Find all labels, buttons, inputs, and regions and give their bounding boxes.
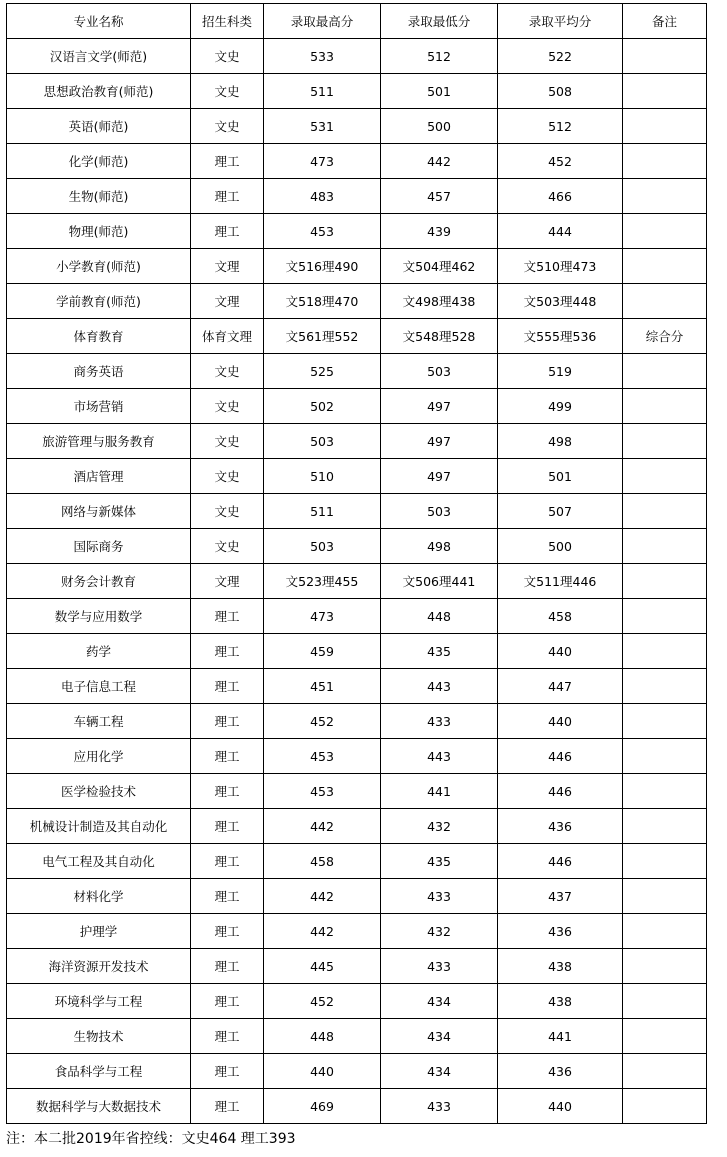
table-row <box>7 564 707 599</box>
cell-category: 文理 <box>191 564 264 599</box>
cell-max-score: 文516理490 <box>264 249 381 284</box>
cell-max-score: 473 <box>264 144 381 179</box>
cell-max-score: 525 <box>264 354 381 389</box>
cell-category: 文理 <box>191 284 264 319</box>
cell-category: 文史 <box>191 354 264 389</box>
cell-remarks <box>623 214 707 249</box>
cell-major-name: 生物技术 <box>7 1019 191 1054</box>
cell-min-score: 文504理462 <box>381 249 498 284</box>
cell-remarks <box>623 564 707 599</box>
cell-remarks <box>623 109 707 144</box>
table-row <box>7 949 707 984</box>
cell-max-score: 458 <box>264 844 381 879</box>
table-row <box>7 109 707 144</box>
cell-category: 理工 <box>191 144 264 179</box>
cell-min-score: 434 <box>381 1019 498 1054</box>
cell-min-score: 497 <box>381 389 498 424</box>
cell-category: 文史 <box>191 459 264 494</box>
cell-remarks <box>623 1054 707 1089</box>
cell-max-score: 483 <box>264 179 381 214</box>
cell-remarks <box>623 494 707 529</box>
header-major-name: 专业名称 <box>7 4 191 39</box>
cell-avg-score: 499 <box>498 389 623 424</box>
cell-remarks <box>623 284 707 319</box>
cell-avg-score: 440 <box>498 704 623 739</box>
cell-min-score: 434 <box>381 1054 498 1089</box>
cell-major-name: 财务会计教育 <box>7 564 191 599</box>
table-body <box>7 39 707 1124</box>
cell-major-name: 商务英语 <box>7 354 191 389</box>
cell-min-score: 433 <box>381 704 498 739</box>
cell-remarks <box>623 634 707 669</box>
cell-max-score: 453 <box>264 214 381 249</box>
cell-avg-score: 文503理448 <box>498 284 623 319</box>
cell-min-score: 文498理438 <box>381 284 498 319</box>
table-row <box>7 459 707 494</box>
cell-major-name: 海洋资源开发技术 <box>7 949 191 984</box>
cell-major-name: 小学教育(师范) <box>7 249 191 284</box>
cell-avg-score: 519 <box>498 354 623 389</box>
cell-max-score: 511 <box>264 74 381 109</box>
cell-category: 理工 <box>191 704 264 739</box>
cell-major-name: 学前教育(师范) <box>7 284 191 319</box>
cell-remarks <box>623 459 707 494</box>
cell-remarks <box>623 774 707 809</box>
cell-category: 理工 <box>191 949 264 984</box>
cell-remarks <box>623 844 707 879</box>
cell-avg-score: 466 <box>498 179 623 214</box>
cell-avg-score: 437 <box>498 879 623 914</box>
cell-category: 理工 <box>191 179 264 214</box>
cell-remarks <box>623 599 707 634</box>
cell-min-score: 497 <box>381 459 498 494</box>
cell-remarks <box>623 249 707 284</box>
table-row <box>7 144 707 179</box>
footnote: 注：本二批2019年省控线：文史464 理工393 <box>6 1131 296 1147</box>
cell-min-score: 434 <box>381 984 498 1019</box>
cell-remarks <box>623 529 707 564</box>
cell-max-score: 452 <box>264 704 381 739</box>
cell-remarks <box>623 984 707 1019</box>
cell-avg-score: 440 <box>498 1089 623 1124</box>
cell-major-name: 体育教育 <box>7 319 191 354</box>
cell-max-score: 452 <box>264 984 381 1019</box>
cell-remarks <box>623 914 707 949</box>
cell-category: 理工 <box>191 739 264 774</box>
cell-remarks <box>623 424 707 459</box>
cell-major-name: 数学与应用数学 <box>7 599 191 634</box>
cell-min-score: 448 <box>381 599 498 634</box>
cell-major-name: 酒店管理 <box>7 459 191 494</box>
cell-avg-score: 512 <box>498 109 623 144</box>
table-row <box>7 914 707 949</box>
cell-remarks <box>623 74 707 109</box>
cell-major-name: 数据科学与大数据技术 <box>7 1089 191 1124</box>
cell-major-name: 电子信息工程 <box>7 669 191 704</box>
cell-category: 文史 <box>191 529 264 564</box>
cell-max-score: 511 <box>264 494 381 529</box>
cell-avg-score: 508 <box>498 74 623 109</box>
cell-max-score: 453 <box>264 739 381 774</box>
cell-major-name: 国际商务 <box>7 529 191 564</box>
cell-avg-score: 501 <box>498 459 623 494</box>
cell-avg-score: 522 <box>498 39 623 74</box>
cell-min-score: 512 <box>381 39 498 74</box>
header-max-score: 录取最高分 <box>264 4 381 39</box>
cell-major-name: 食品科学与工程 <box>7 1054 191 1089</box>
table-row <box>7 879 707 914</box>
cell-max-score: 453 <box>264 774 381 809</box>
cell-category: 理工 <box>191 634 264 669</box>
cell-avg-score: 441 <box>498 1019 623 1054</box>
cell-major-name: 英语(师范) <box>7 109 191 144</box>
cell-category: 理工 <box>191 1019 264 1054</box>
cell-category: 理工 <box>191 1054 264 1089</box>
cell-max-score: 473 <box>264 599 381 634</box>
cell-min-score: 443 <box>381 669 498 704</box>
table-row <box>7 669 707 704</box>
cell-min-score: 433 <box>381 1089 498 1124</box>
cell-avg-score: 438 <box>498 984 623 1019</box>
cell-avg-score: 436 <box>498 809 623 844</box>
cell-min-score: 497 <box>381 424 498 459</box>
cell-min-score: 457 <box>381 179 498 214</box>
cell-category: 文史 <box>191 109 264 144</box>
cell-category: 文史 <box>191 39 264 74</box>
cell-max-score: 448 <box>264 1019 381 1054</box>
table-row <box>7 354 707 389</box>
cell-min-score: 443 <box>381 739 498 774</box>
cell-min-score: 503 <box>381 354 498 389</box>
cell-avg-score: 446 <box>498 774 623 809</box>
cell-major-name: 网络与新媒体 <box>7 494 191 529</box>
cell-max-score: 442 <box>264 914 381 949</box>
table-row <box>7 1054 707 1089</box>
cell-category: 理工 <box>191 214 264 249</box>
cell-major-name: 市场营销 <box>7 389 191 424</box>
cell-remarks <box>623 389 707 424</box>
table-row <box>7 74 707 109</box>
cell-min-score: 439 <box>381 214 498 249</box>
cell-min-score: 433 <box>381 949 498 984</box>
table-row <box>7 214 707 249</box>
table-row <box>7 774 707 809</box>
cell-max-score: 451 <box>264 669 381 704</box>
cell-major-name: 材料化学 <box>7 879 191 914</box>
cell-avg-score: 458 <box>498 599 623 634</box>
cell-category: 理工 <box>191 1089 264 1124</box>
table-row <box>7 284 707 319</box>
cell-avg-score: 446 <box>498 739 623 774</box>
cell-category: 理工 <box>191 844 264 879</box>
cell-max-score: 503 <box>264 529 381 564</box>
cell-avg-score: 444 <box>498 214 623 249</box>
cell-category: 体育文理 <box>191 319 264 354</box>
cell-major-name: 电气工程及其自动化 <box>7 844 191 879</box>
cell-major-name: 生物(师范) <box>7 179 191 214</box>
cell-remarks <box>623 39 707 74</box>
cell-min-score: 432 <box>381 914 498 949</box>
table-header-row <box>7 4 707 39</box>
cell-avg-score: 500 <box>498 529 623 564</box>
table-row <box>7 739 707 774</box>
cell-min-score: 503 <box>381 494 498 529</box>
cell-category: 文史 <box>191 74 264 109</box>
cell-avg-score: 446 <box>498 844 623 879</box>
cell-max-score: 459 <box>264 634 381 669</box>
cell-major-name: 化学(师范) <box>7 144 191 179</box>
cell-min-score: 433 <box>381 879 498 914</box>
cell-min-score: 442 <box>381 144 498 179</box>
table-row <box>7 424 707 459</box>
table-row <box>7 39 707 74</box>
table-row <box>7 529 707 564</box>
cell-avg-score: 436 <box>498 1054 623 1089</box>
table-row <box>7 179 707 214</box>
cell-category: 文理 <box>191 249 264 284</box>
cell-max-score: 503 <box>264 424 381 459</box>
cell-major-name: 机械设计制造及其自动化 <box>7 809 191 844</box>
cell-remarks <box>623 949 707 984</box>
table-row <box>7 389 707 424</box>
table-row <box>7 809 707 844</box>
cell-avg-score: 文510理473 <box>498 249 623 284</box>
table-row <box>7 844 707 879</box>
cell-min-score: 498 <box>381 529 498 564</box>
cell-major-name: 护理学 <box>7 914 191 949</box>
cell-min-score: 文506理441 <box>381 564 498 599</box>
cell-min-score: 文548理528 <box>381 319 498 354</box>
table-row <box>7 984 707 1019</box>
cell-category: 理工 <box>191 914 264 949</box>
cell-remarks <box>623 879 707 914</box>
cell-max-score: 文523理455 <box>264 564 381 599</box>
header-min-score: 录取最低分 <box>381 4 498 39</box>
cell-avg-score: 498 <box>498 424 623 459</box>
cell-major-name: 医学检验技术 <box>7 774 191 809</box>
cell-remarks <box>623 354 707 389</box>
table-row <box>7 1089 707 1124</box>
cell-avg-score: 440 <box>498 634 623 669</box>
cell-category: 理工 <box>191 984 264 1019</box>
cell-major-name: 环境科学与工程 <box>7 984 191 1019</box>
header-avg-score: 录取平均分 <box>498 4 623 39</box>
cell-remarks <box>623 144 707 179</box>
cell-max-score: 442 <box>264 809 381 844</box>
cell-major-name: 汉语言文学(师范) <box>7 39 191 74</box>
table-row <box>7 599 707 634</box>
cell-remarks: 综合分 <box>623 319 707 354</box>
cell-category: 理工 <box>191 879 264 914</box>
cell-min-score: 432 <box>381 809 498 844</box>
cell-max-score: 440 <box>264 1054 381 1089</box>
cell-min-score: 500 <box>381 109 498 144</box>
cell-remarks <box>623 704 707 739</box>
table-row <box>7 319 707 354</box>
cell-avg-score: 507 <box>498 494 623 529</box>
cell-remarks <box>623 809 707 844</box>
table-row <box>7 634 707 669</box>
cell-category: 文史 <box>191 424 264 459</box>
cell-avg-score: 文511理446 <box>498 564 623 599</box>
cell-max-score: 442 <box>264 879 381 914</box>
table-row <box>7 704 707 739</box>
cell-remarks <box>623 179 707 214</box>
cell-major-name: 药学 <box>7 634 191 669</box>
cell-category: 理工 <box>191 599 264 634</box>
cell-remarks <box>623 1089 707 1124</box>
cell-category: 理工 <box>191 809 264 844</box>
cell-max-score: 445 <box>264 949 381 984</box>
cell-major-name: 车辆工程 <box>7 704 191 739</box>
table-row <box>7 1019 707 1054</box>
cell-max-score: 510 <box>264 459 381 494</box>
cell-min-score: 435 <box>381 634 498 669</box>
header-remarks: 备注 <box>623 4 707 39</box>
cell-avg-score: 447 <box>498 669 623 704</box>
cell-max-score: 文518理470 <box>264 284 381 319</box>
cell-max-score: 文561理552 <box>264 319 381 354</box>
cell-category: 文史 <box>191 494 264 529</box>
header-category: 招生科类 <box>191 4 264 39</box>
cell-remarks <box>623 1019 707 1054</box>
cell-category: 理工 <box>191 774 264 809</box>
cell-category: 文史 <box>191 389 264 424</box>
cell-max-score: 533 <box>264 39 381 74</box>
cell-max-score: 469 <box>264 1089 381 1124</box>
cell-avg-score: 438 <box>498 949 623 984</box>
cell-min-score: 435 <box>381 844 498 879</box>
cell-major-name: 物理(师范) <box>7 214 191 249</box>
cell-max-score: 531 <box>264 109 381 144</box>
table-row <box>7 249 707 284</box>
cell-major-name: 应用化学 <box>7 739 191 774</box>
cell-major-name: 旅游管理与服务教育 <box>7 424 191 459</box>
cell-remarks <box>623 669 707 704</box>
cell-max-score: 502 <box>264 389 381 424</box>
cell-avg-score: 436 <box>498 914 623 949</box>
cell-major-name: 思想政治教育(师范) <box>7 74 191 109</box>
cell-category: 理工 <box>191 669 264 704</box>
cell-min-score: 501 <box>381 74 498 109</box>
cell-remarks <box>623 739 707 774</box>
cell-avg-score: 452 <box>498 144 623 179</box>
table-row <box>7 494 707 529</box>
admission-score-table <box>6 3 707 1124</box>
cell-min-score: 441 <box>381 774 498 809</box>
cell-avg-score: 文555理536 <box>498 319 623 354</box>
